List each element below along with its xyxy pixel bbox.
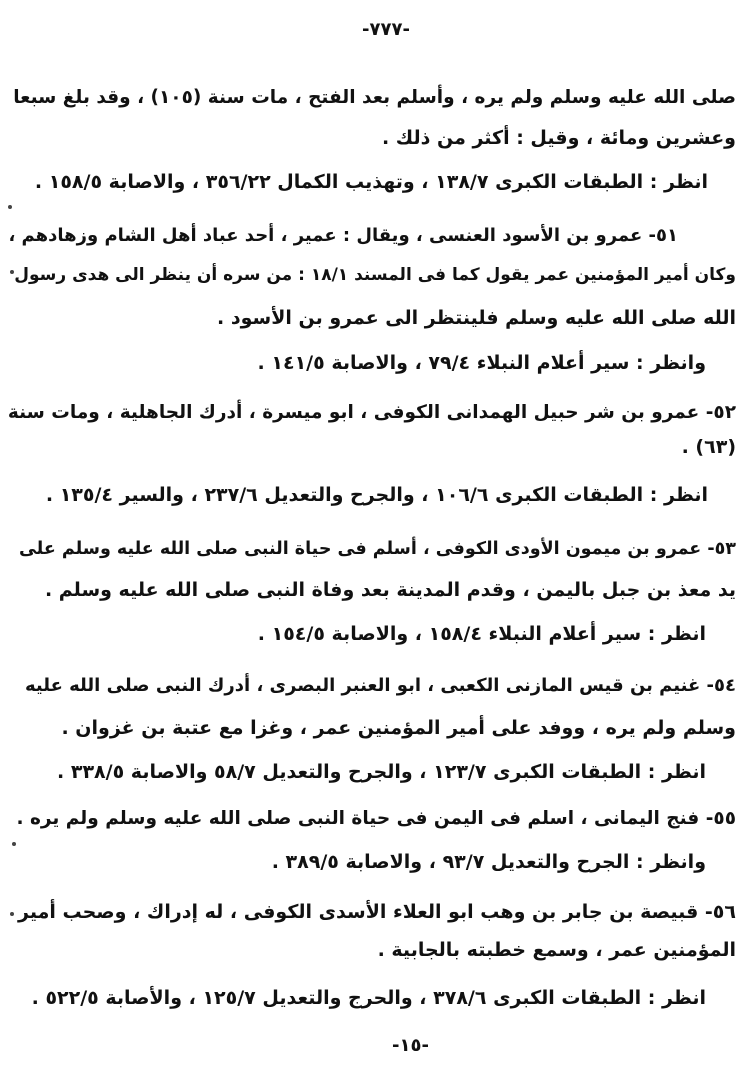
entry-51-line: ٥١- عمرو بن الأسود العنسى ، ويقال : عمير ، أحد عباد أهل الشام وزهادهم ،	[8, 225, 678, 246]
reference-line: انظر : الطبقات الكبرى ١٢٣/٧ ، والجرح والتعديل ٥٨/٧ والاصابة ٣٣٨/٥ .	[57, 761, 706, 783]
scan-speck	[8, 205, 12, 209]
entry-56-line: ٥٦- قبيصة بن جابر بن وهب ابو العلاء الأسدى الكوفى ، له إدراك ، وصحب أمير	[18, 901, 736, 923]
reference-line: وانظر : الجرح والتعديل ٩٣/٧ ، والاصابة ٣٨٩/٥ .	[271, 851, 706, 873]
text-line: وسلم ولم يره ، ووفد على أمير المؤمنين عمر ، وغزا مع عتبة بن غزوان .	[61, 717, 736, 739]
text-line: وعشرين ومائة ، وقيل : أكثر من ذلك .	[381, 127, 736, 149]
text-line: صلى الله عليه وسلم ولم يره ، وأسلم بعد الفتح ، مات سنة (١٠٥) ، وقد بلغ سبعا	[13, 87, 736, 108]
entry-53-line: ٥٣- عمرو بن ميمون الأودى الكوفى ، أسلم فى حياة النبى صلى الله عليه وسلم على	[18, 539, 736, 559]
text-line: الله صلى الله عليه وسلم فلينتظر الى عمرو بن الأسود .	[217, 307, 736, 329]
reference-line: وانظر : سير أعلام النبلاء ٧٩/٤ ، والاصابة ١٤١/٥ .	[257, 352, 706, 374]
text-line: يد معذ بن جبل باليمن ، وقدم المدينة بعد وفاة النبى صلى الله عليه وسلم .	[44, 579, 736, 601]
entry-52-line: ٥٢- عمرو بن شر حبيل الهمدانى الكوفى ، ابو ميسرة ، أدرك الجاهلية ، ومات سنة	[7, 402, 736, 423]
reference-line: انظر : الطبقات الكبرى ١٣٨/٧ ، وتهذيب الكمال ٣٥٦/٢٢ ، والاصابة ١٥٨/٥ .	[34, 171, 708, 193]
text-line: (٦٣) .	[681, 436, 736, 458]
reference-line: انظر : الطبقات الكبرى ٣٧٨/٦ ، والحرج والتعديل ١٢٥/٧ ، والأصابة ٥٢٢/٥ .	[31, 987, 706, 1009]
page-number-top: -٧٧٧-	[362, 19, 410, 40]
entry-55-line: ٥٥- فنج اليمانى ، اسلم فى اليمن فى حياة النبى صلى الله عليه وسلم ولم يره .	[16, 808, 736, 829]
text-line: المؤمنين عمر ، وسمع خطبته بالجابية .	[377, 939, 736, 961]
reference-line: انظر : سير أعلام النبلاء ١٥٨/٤ ، والاصابة ١٥٤/٥ .	[257, 623, 706, 645]
page-number-bottom: -١٥-	[392, 1035, 429, 1056]
scan-speck	[12, 842, 16, 846]
scan-speck	[10, 270, 14, 274]
scan-speck	[10, 912, 14, 916]
text-line: وكان أمير المؤمنين عمر يقول كما فى المسند ١٨/١ : من سره أن ينظر الى هدى رسول	[14, 265, 736, 285]
reference-line: انظر : الطبقات الكبرى ١٠٦/٦ ، والجرح والتعديل ٢٣٧/٦ ، والسير ١٣٥/٤ .	[45, 484, 708, 506]
entry-54-line: ٥٤- غنيم بن قيس المازنى الكعبى ، ابو العنبر البصرى ، أدرك النبى صلى الله عليه	[24, 675, 736, 696]
